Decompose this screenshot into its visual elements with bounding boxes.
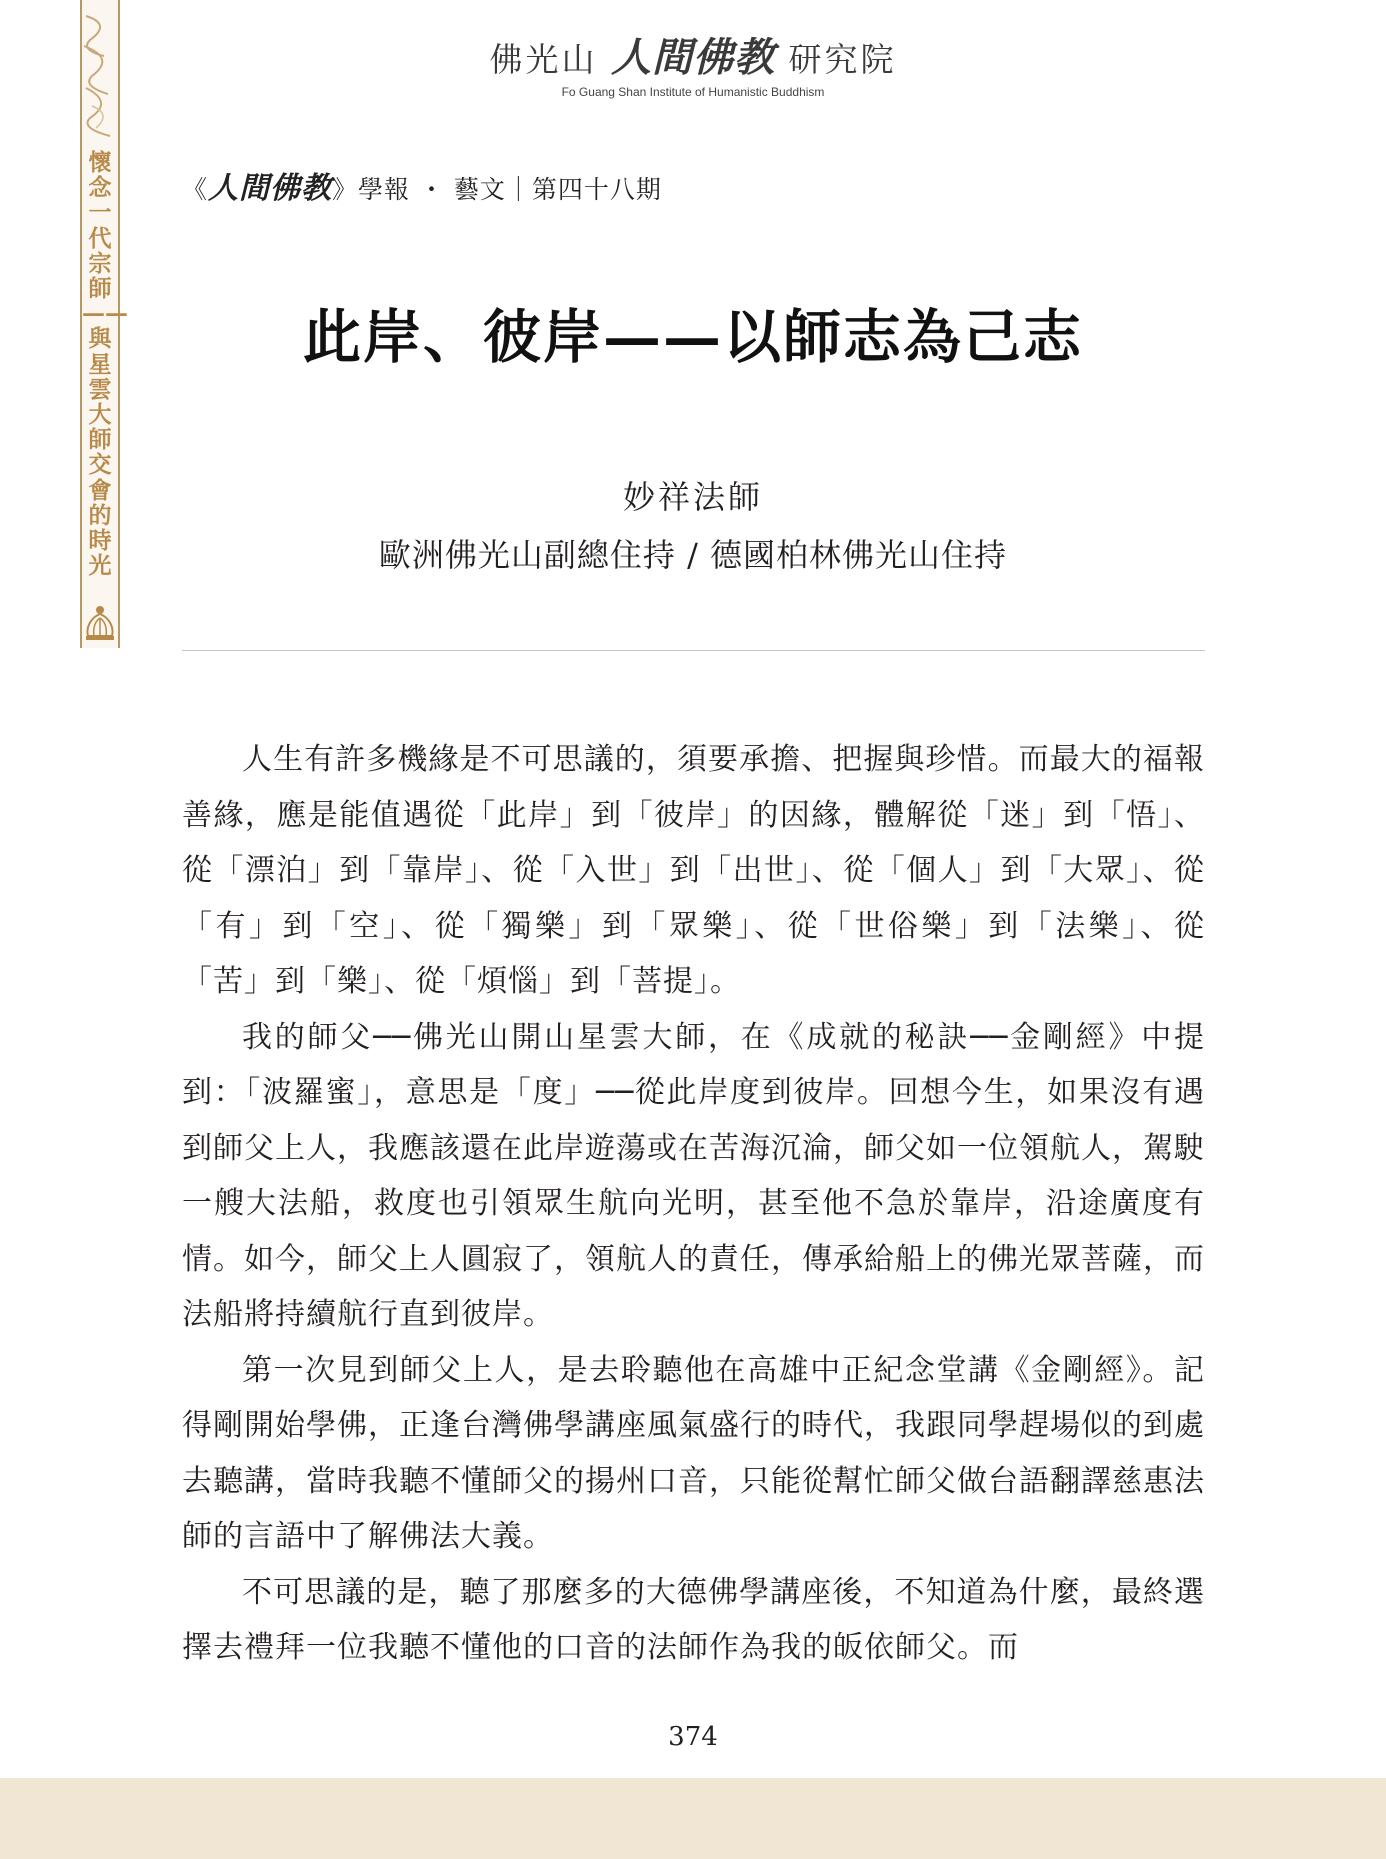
article-title: 此岸、彼岸——以師志為己志 <box>302 303 1083 371</box>
institute-prefix: 佛光山 <box>489 40 598 79</box>
article-body <box>182 732 1205 1676</box>
paragraph: 人生有許多機緣是不可思議的，須要承擔、把握與珍惜。而最大的福報善緣，應是能值遇從「此岸」到「彼岸」的因緣，體解從「迷」到「悟」、從「漂泊」到「靠岸」、從「入世」到「出世」、從「個人」到「大眾」、從「有」到「空」、從「獨樂」到「眾樂」、從「世俗樂」到「法樂」、從「苦」到「樂」、從「煩惱」到「菩提」。 <box>182 742 1205 999</box>
journal-open-bracket: 《 <box>182 175 209 204</box>
journal-issue: 學報 ・ 藝文｜第四十八期 <box>358 175 662 204</box>
institute-logo: 人間佛教 <box>611 34 775 81</box>
vertical-section-title: 懷念一代宗師——與星雲大師交會的時光 <box>82 149 128 580</box>
paragraph: 不可思議的是，聽了那麼多的大德佛學講座後，不知道為什麼，最終選擇去禮拜一位我聽不懂他的口音的法師作為我的皈依師父。而 <box>182 1574 1205 1665</box>
institute-suffix: 研究院 <box>788 40 897 79</box>
journal-running-head <box>182 163 662 207</box>
journal-close-bracket: 》 <box>332 175 359 204</box>
author-affiliation: 歐洲佛光山副總住持 / 德國柏林佛光山住持 <box>378 536 1008 574</box>
paragraph: 第一次見到師父上人，是去聆聽他在高雄中正紀念堂講《金剛經》。記得剛開始學佛，正逢台灣佛學講座風氣盛行的時代，我跟同學趕場似的到處去聽講，當時我聽不懂師父的揚州口音，只能從幫忙師父做台語翻譯慈惠法師的言語中了解佛法大義。 <box>182 1352 1205 1554</box>
institute-header <box>0 26 1386 99</box>
lotus-emblem-icon <box>84 602 116 642</box>
paragraph: 我的師父──佛光山開山星雲大師，在《成就的秘訣──金剛經》中提到：「波羅蜜」，意思是「度」──從此岸度到彼岸。回想今生，如果沒有遇到師父上人，我應該還在此岸遊蕩或在苦海沉淪，師父如一位領航人，駕駛一艘大法船，救度也引領眾生航向光明，甚至他不急於靠岸，沿途廣度有情。如今，師父上人圓寂了，領航人的責任，傳承給船上的佛光眾菩薩，而法船將持續航行直到彼岸。 <box>182 1019 1205 1332</box>
page-number: 374 <box>668 1722 718 1752</box>
journal-logo: 人間佛教 <box>208 171 333 206</box>
institute-name <box>0 26 1386 83</box>
divider <box>182 650 1205 651</box>
article-author: 妙祥法師 <box>622 478 763 516</box>
institute-english-name: Fo Guang Shan Institute of Humanistic Buddhism <box>561 85 825 99</box>
footer-band <box>0 1778 1386 1859</box>
